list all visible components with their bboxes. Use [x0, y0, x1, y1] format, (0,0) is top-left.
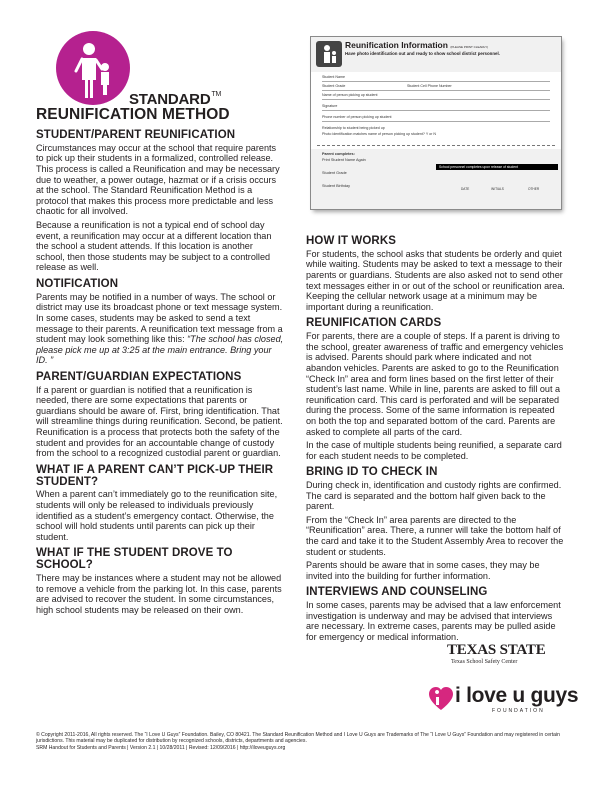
i-love-u-guys-wordmark: i love u guys — [455, 684, 579, 707]
i-love-u-guys-logo — [428, 684, 579, 720]
copyright-text: © Copyright 2011-2016, All rights reserved. The “I Love U Guys” Foundation. Bailey, CO 80421. The Standard Reunification Method and I Love U Guys are Trademarks of The “I Love U Guys” Foundation and may registered in certain jurisdictions. This material may be duplicated for distribution by recognized schools, districts, departments and agencies. — [36, 732, 560, 745]
reunification-card-image — [311, 37, 561, 209]
section-paragraph: During check in, identification and custody rights are confirmed. The card is separated and the bottom half given back to the parent. — [306, 480, 562, 512]
section-paragraph: For parents, there are a couple of steps. If a parent is driving to the school, greater awareness of traffic and emergency vehicles is advised. Parents should park where indicated and not abandon vehicles. Parents are asked to go to the Reunification “Check In” area and form lines based on the first letter of their student’s last name. While in line, parents are asked to fill out a reunification card. This card is perforated and will be separated during the process. Some of the same information is repeated on both the top and separated bottom of the card. Parents are asked to complete all parts of the card. — [306, 331, 564, 437]
section-paragraph: When a parent can’t immediately go to the reunification site, students will only be released to individuals previously identified as a student’s emergency contact. Otherwise, the school will hold students until parents can pick up their student. — [36, 489, 278, 542]
title-standard: STANDARD™ — [129, 91, 222, 108]
section-heading: PARENT/GUARDIAN EXPECTATIONS — [36, 370, 242, 383]
section-paragraph: Circumstances may occur at the school that require parents to pick up their students in a formalized, controlled release. This process is called a Reunification and may be necessary due to weather, a power outage, hazmat or if a crisis occurs at the school. The Standard Reunification Method is a protocol that makes this process more predictable and less chaotic for all involved. — [36, 142, 280, 217]
section-paragraph: Because a reunification is not a typical end of school day event, a reunification may occur at a different location than the school a student attends. If this location is another school, then those students may be subject to a controlled release as well. — [36, 219, 272, 273]
section-paragraph: Parents may be notified in a number of ways. The school or district may use its broadcast phone or text message system. In some cases, students may be asked to send a text message to their parents. A reunification text message from a student may look something like this: “The school has closed, please pick me up at 3:25 at the main entrance. Bring your ID. ” — [36, 291, 284, 366]
section-heading: BRING ID TO CHECK IN — [306, 466, 438, 479]
srm-logo-circle — [56, 31, 130, 105]
card-released-label: INITIALS — [491, 187, 504, 191]
section-heading: WHAT IF THE STUDENT DROVE TO SCHOOL? — [36, 547, 233, 572]
card-field: Phone number of person picking up student — [322, 115, 392, 119]
card-field: Relationship to student being picked up — [322, 126, 385, 130]
card-subtitle: Have photo identification out and ready to show school district personnel. — [345, 51, 500, 56]
example-text-message: “The school has closed, please pick me up at 3:25 at the main entrance. Bring your ID. ” — [36, 334, 284, 366]
section-heading: REUNIFICATION CARDS — [306, 317, 442, 330]
heart-icon — [428, 686, 454, 712]
card-field: Name of person picking up student — [322, 93, 378, 97]
texas-state-wordmark: TEXAS STATE — [447, 642, 546, 658]
card-field: Signature — [322, 104, 338, 108]
card-field: Student Name — [322, 75, 345, 79]
section-heading: HOW IT WORKS — [306, 235, 396, 247]
card-released-label: DATE — [461, 187, 470, 191]
card-bottom-field: Student Grade — [322, 171, 347, 175]
section-paragraph: In some cases, parents may be advised that a law enforcement investigation is underway and may be advised that interviews are necessary. In extreme cases, parents may be pulled aside for emergency or medical information. — [306, 600, 561, 642]
section-paragraph: If a parent or guardian is notified that a reunification is needed, there are some expectations that parents or guardians should be aware of. First, bring identification. That will streamline things during reunification. Second, be patient. Reunification is a process that protects both the safety of the student and provides for an accountable change of custody from the school to a recognized custodial parent or guardian. — [36, 384, 283, 459]
parent-child-icon — [56, 31, 130, 105]
section-heading: NOTIFICATION — [36, 277, 119, 290]
foundation-label: FOUNDATION — [492, 708, 545, 714]
card-field: Student Grade — [322, 84, 346, 88]
card-school-personnel-bar: School personnel completes upon release of student — [436, 164, 558, 170]
card-field: Photo identification matches name of person picking up student? Y or N — [322, 132, 436, 136]
card-line — [322, 81, 550, 82]
section-paragraph: For students, the school asks that students be orderly and quiet while waiting. Students may be asked to text a message to their parents or guardians. Students are also asked not to send other text messages either in or out of the school or reunification area. Keeping the cellular network usage at a minimum may be important during a reunification. — [306, 248, 565, 312]
right-column — [306, 236, 566, 646]
left-column — [36, 130, 284, 618]
card-perforation — [317, 145, 555, 146]
section-paragraph: In the case of multiple students being reunified, a separate card for each student needs to be completed. — [306, 440, 562, 461]
card-line — [322, 90, 550, 91]
footer — [36, 732, 576, 751]
card-released-label: OTHER — [528, 187, 540, 191]
page-title: REUNIFICATION METHOD — [36, 106, 230, 123]
section-heading: INTERVIEWS AND COUNSELING — [306, 586, 488, 599]
version-text: SRM Handout for Students and Parents | Version 2.1 | 10/28/2011 | Revised: 12/09/2016 | http://iloveuguys.org — [36, 744, 286, 751]
section-paragraph: Parents should be aware that in some cases, they may be invited into the building for further information. — [306, 560, 540, 581]
section-heading: STUDENT/PARENT REUNIFICATION — [36, 129, 236, 141]
section-paragraph: There may be instances where a student may not be allowed to remove a vehicle from the parking lot. In this case, parents are advised to recover the student. In some circumstances, high school students may be released on their own. — [36, 572, 282, 615]
card-title: Reunification Information (PLEASE PRINT CLEARLY) — [345, 40, 489, 50]
card-bottom-field: Print Student Name Again — [322, 158, 366, 162]
card-bottom-field: Student Birthday — [322, 184, 351, 188]
texas-school-safety-center: Texas School Safety Center — [451, 659, 518, 665]
section-heading: WHAT IF A PARENT CAN’T PICK-UP THEIR STUDENT? — [36, 463, 274, 488]
section-paragraph: From the “Check In” area parents are directed to the “Reunification” area. There, a runner will take the bottom half of the card and take it to the Student Assembly Area to recover the student or students. — [306, 514, 564, 557]
card-line — [322, 110, 550, 111]
card-field: Student Cell Phone Number — [407, 84, 452, 88]
card-family-icon — [316, 41, 342, 67]
card-line — [322, 99, 550, 100]
card-bottom-heading: Parent completes: — [322, 152, 355, 156]
card-line — [322, 121, 550, 122]
texas-state-logo — [447, 638, 565, 670]
